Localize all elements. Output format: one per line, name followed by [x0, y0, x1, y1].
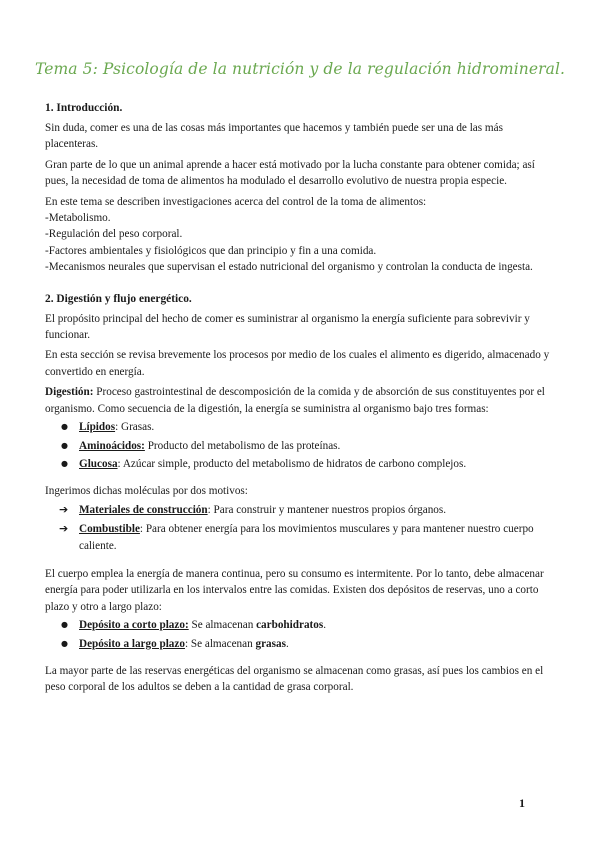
definition: Producto del metabolismo de las proteínas.: [144, 439, 341, 452]
s1-list-item: -Factores ambientales y fisiológicos que dan principio y fin a una comida.: [45, 244, 377, 257]
list-item: [61, 617, 557, 633]
digestion-term: Digestión:: [45, 386, 94, 399]
s2-paragraph-1: El propósito principal del hecho de comer es suministrar al organismo la energía suficiente para sobrevivir y funcionar.: [45, 312, 530, 342]
document-body: [45, 100, 557, 696]
s1-paragraph-1: Sin duda, comer es una de las cosas más importantes que hacemos y también puede ser una de las más placenteras.: [45, 122, 503, 151]
list-item: [61, 636, 557, 652]
term: Combustible: [79, 523, 140, 536]
term: Lípidos: [79, 421, 116, 434]
highlight: grasas: [255, 637, 286, 650]
s2-paragraph-2: En esta sección se revisa brevemente los procesos por medio de los cuales el alimento es digerido, almacenado y convertido en energía.: [45, 349, 550, 378]
term: Depósito a largo plazo: [79, 637, 185, 650]
s1-list-item: -Mecanismos neurales que supervisan el estado nutricional del organismo y controlan la conducta de ingesta.: [45, 261, 533, 274]
section-2-heading: 2. Digestión y flujo energético.: [45, 292, 192, 305]
arrow-icon: ➔: [59, 502, 69, 516]
s2-paragraph-3: Ingerimos dichas moléculas por dos motivos:: [45, 485, 248, 498]
document-title: Tema 5: Psicología de la nutrición y de la regulación hidromineral.: [34, 60, 566, 78]
definition: : Azúcar simple, producto del metabolismo de hidratos de carbono complejos.: [117, 457, 467, 470]
list-item: [61, 419, 557, 435]
definition: : Para obtener energía para los movimientos musculares y para mantener nuestro cuerpo caliente.: [79, 523, 534, 552]
term: Glucosa: [79, 457, 118, 470]
punctuation: .: [285, 637, 289, 650]
definition: : Grasas.: [115, 421, 155, 434]
energy-forms-list: [45, 419, 557, 472]
list-item: [59, 502, 557, 518]
page-number: 1: [519, 796, 525, 810]
s1-paragraph-3: En este tema se describen investigaciones acerca del control de la toma de alimentos:: [45, 195, 427, 208]
list-item: [59, 521, 557, 554]
term: Aminoácidos:: [79, 439, 145, 452]
highlight: carbohidratos: [256, 619, 324, 632]
term: Depósito a corto plazo:: [79, 619, 189, 632]
s1-list-item: -Regulación del peso corporal.: [45, 228, 183, 241]
s1-paragraph-2: Gran parte de lo que un animal aprende a hacer está motivado por la lucha constante para obtener comida; así pues, la necesidad de toma de alimentos ha modulado el desarrollo evolutivo de nuestra propia especie.: [45, 158, 535, 188]
punctuation: .: [323, 619, 327, 632]
s2-paragraph-5: La mayor parte de las reservas energéticas del organismo se almacenan como grasas, así pues los cambios en el peso corporal de los adultos se deben a la cantidad de grasa corporal.: [45, 664, 544, 694]
deposits-list: [45, 617, 557, 652]
s2-paragraph-4: El cuerpo emplea la energía de manera continua, pero su consumo es intermitente. Por lo tanto, debe almacenar energía para poder utilizarla en los intervalos entre las comidas. Existen dos depósitos de reservas, uno a corto plazo y otro a largo plazo:: [45, 567, 544, 613]
s1-list-item: -Metabolismo.: [45, 212, 111, 225]
digestion-text: Proceso gastrointestinal de descomposición de la comida y de absorción de sus constituyentes por el organismo. Como secuencia de la digestión, la energía se suministra al organismo bajo tres formas:: [45, 386, 545, 415]
arrow-icon: ➔: [59, 522, 69, 536]
definition: : Para construir y mantener nuestros propios órganos.: [207, 503, 447, 516]
definition: Se almacenan: [188, 619, 257, 632]
list-item: [61, 456, 557, 472]
term: Materiales de construcción: [79, 503, 208, 516]
list-item: [61, 438, 557, 454]
motives-list: [45, 502, 557, 554]
digestion-paragraph: [45, 384, 557, 417]
section-1-heading: 1. Introducción.: [45, 102, 123, 114]
definition: : Se almacenan: [184, 637, 256, 650]
